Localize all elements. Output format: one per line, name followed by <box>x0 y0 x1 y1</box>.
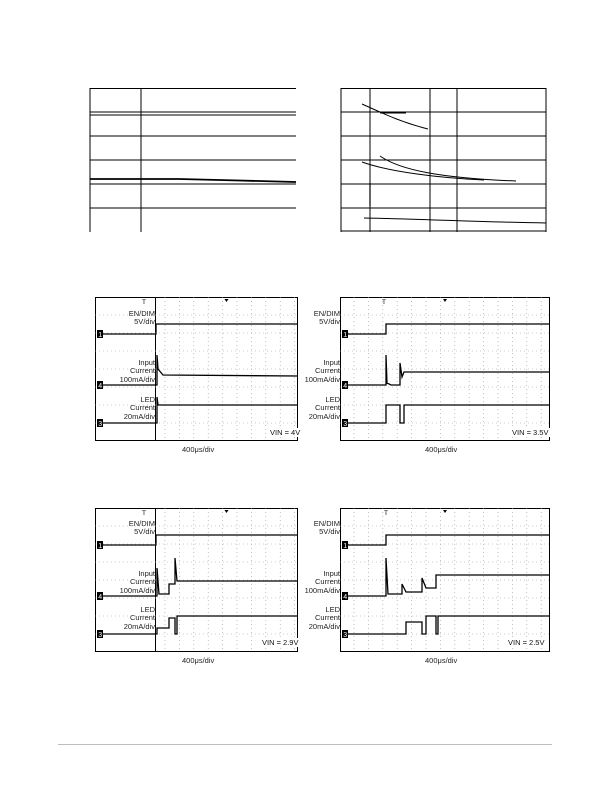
scope3-ch3-label: LED Current 20mA/div <box>123 605 155 631</box>
scope4-in <box>347 558 550 596</box>
scope3-left-frame <box>96 509 157 652</box>
scope4-ch3-marker: 3 <box>343 631 348 639</box>
scope-screen-vin-2-9v <box>155 508 298 652</box>
scope3-trigger-marker: T <box>142 510 146 517</box>
graticule <box>340 508 550 652</box>
scope1-ch2-label: Input Current 100mA/div <box>119 358 155 384</box>
scope1-led-high <box>155 397 298 423</box>
scope4-trigger-marker: T <box>384 510 388 517</box>
scope3-condition: VIN = 2.9V <box>262 638 299 647</box>
scope4-ch1-label: EN/DIM 5V/div <box>313 519 340 537</box>
top-right-graph <box>340 88 547 232</box>
scope1-left-graticule <box>95 315 156 423</box>
scope2-en <box>347 324 550 334</box>
scope4-condition: VIN = 2.5V <box>508 638 545 647</box>
scope3-ch1-marker: 1 <box>98 542 103 550</box>
scope4-timebase: 400μs/div <box>425 656 458 665</box>
scope2-ch2-label: Input Current 100mA/div <box>304 358 340 384</box>
left-graph-curves <box>90 112 296 182</box>
scope-screen-vin-4v <box>155 297 298 441</box>
graticule <box>155 297 298 441</box>
scope4-ch2-marker: 4 <box>343 593 348 601</box>
scope1-timebase: 400μs/div <box>182 445 215 454</box>
scope2-ch1-marker: 1 <box>343 331 348 339</box>
scope3-ch3-marker: 3 <box>98 631 103 639</box>
scope3-left-graticule <box>95 526 156 634</box>
scope1-left-frame <box>96 298 157 441</box>
center-tick <box>225 299 229 302</box>
scope4-ch3-label: LED Current 20mA/div <box>308 605 340 631</box>
scope3-ch1-label: EN/DIM 5V/div <box>128 519 155 537</box>
right-graph-curves <box>362 104 546 223</box>
scope2-trigger-marker: T <box>382 299 386 306</box>
top-left-graph <box>89 88 297 232</box>
graticule <box>340 297 550 441</box>
scope3-led-high <box>155 616 298 634</box>
scope3-ch2-label: Input Current 100mA/div <box>119 569 155 595</box>
scope1-left-extension <box>95 297 156 441</box>
scope2-condition: VIN = 3.5V <box>512 428 549 437</box>
scope3-ch2-marker: 4 <box>98 593 103 601</box>
scope2-led <box>347 405 550 423</box>
scope2-ch3-marker: 3 <box>343 420 348 428</box>
scope3-en-high <box>155 535 298 545</box>
scope4-ch2-label: Input Current 100mA/div <box>304 569 340 595</box>
curve-c <box>90 179 296 182</box>
curve-g <box>364 218 546 223</box>
scope1-condition: VIN = 4V <box>270 428 301 437</box>
scope2-ch2-marker: 4 <box>343 382 348 390</box>
scope2-in <box>347 355 550 385</box>
scope4-en <box>347 535 550 545</box>
scope1-trigger-marker: T <box>142 299 146 306</box>
scope1-ch1-marker: 1 <box>98 331 103 339</box>
scope1-ch3-marker: 3 <box>98 420 103 428</box>
scope3-timebase: 400μs/div <box>182 656 215 665</box>
scope-screen-vin-3-5v <box>340 297 550 441</box>
scope2-timebase: 400μs/div <box>425 445 458 454</box>
center-tick <box>443 299 447 302</box>
scope1-ch3-label: LED Current 20mA/div <box>123 395 155 421</box>
scope1-ch2-marker: 4 <box>98 382 103 390</box>
curve-d <box>362 104 428 129</box>
center-tick <box>225 510 229 513</box>
scope-frame <box>156 298 298 441</box>
scope2-ch1-label: EN/DIM 5V/div <box>313 309 340 327</box>
scope1-en-high <box>155 324 298 334</box>
footer-rule <box>58 744 552 745</box>
scope2-ch3-label: LED Current 20mA/div <box>308 395 340 421</box>
scope3-in-high <box>155 558 298 596</box>
scope4-led <box>347 616 550 634</box>
scope1-ch1-label: EN/DIM 5V/div <box>128 309 155 327</box>
center-tick <box>443 510 447 513</box>
scope4-ch1-marker: 1 <box>343 542 348 550</box>
scope-screen-vin-2-5v <box>340 508 550 652</box>
scope3-left-extension <box>95 508 156 652</box>
scope1-in-high <box>155 355 298 385</box>
